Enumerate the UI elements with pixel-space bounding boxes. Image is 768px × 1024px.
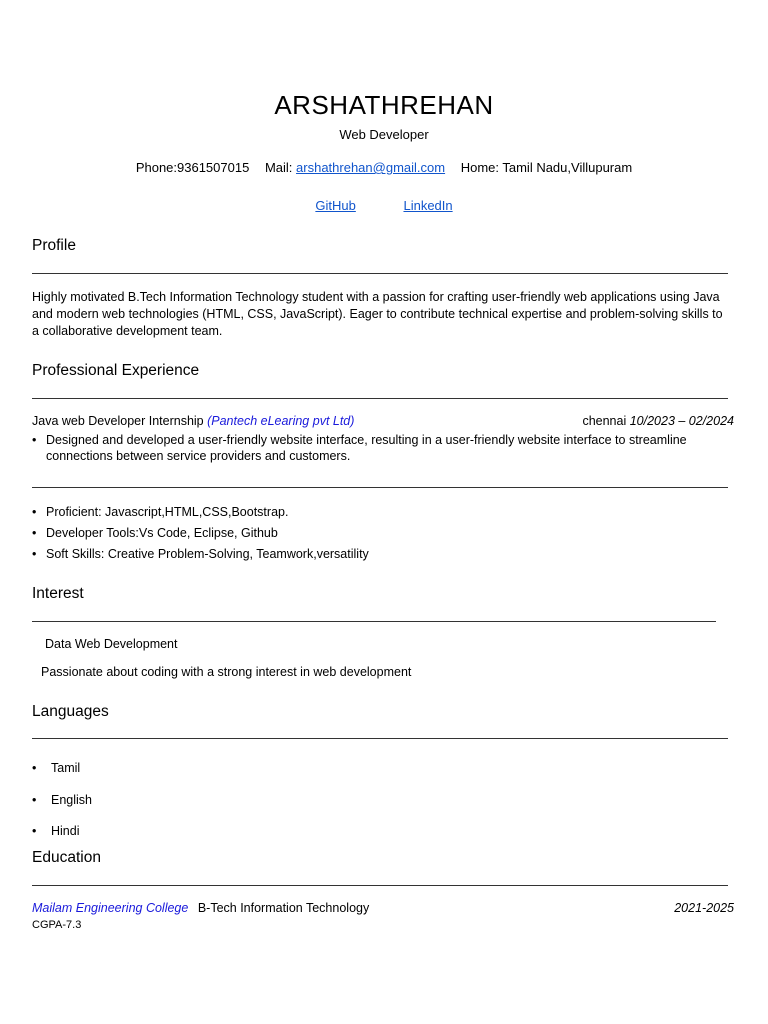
- mail-label: Mail:: [264, 160, 293, 175]
- interest-text: Passionate about coding with a strong interest in web development: [41, 665, 412, 679]
- profile-text: Highly motivated B.Tech Information Technology student with a passion for crafting user-friendly web applications using Java and modern web technologies (HTML, CSS, JavaScript). Eager to contribute technical expertise and problem-solving skills to a collaborative development team.: [32, 290, 723, 338]
- home-text: Home: Tamil Nadu,Villupuram: [460, 160, 633, 175]
- skill-item: • Developer Tools:Vs Code, Eclipse, Github: [32, 523, 369, 544]
- language-item: • English: [32, 785, 92, 817]
- experience-role: Java web Developer Internship: [32, 414, 204, 428]
- profile-divider: [32, 273, 728, 274]
- education-divider: [32, 885, 728, 886]
- experience-divider: [32, 398, 728, 399]
- skills-divider: [32, 487, 728, 488]
- experience-meta: [582, 414, 734, 428]
- education-heading: Education: [32, 849, 101, 866]
- education-degree: B-Tech Information Technology: [197, 901, 370, 915]
- candidate-role: Web Developer: [339, 127, 429, 142]
- experience-bullets: [32, 432, 732, 464]
- profile-links: [0, 198, 768, 213]
- interest-heading: Interest: [32, 585, 84, 602]
- skill-item: • Soft Skills: Creative Problem-Solving, Teamwork,versatility: [32, 544, 369, 565]
- profile-heading: Profile: [32, 237, 76, 254]
- language-item: • Hindi: [32, 816, 92, 848]
- skill-item: • Proficient: Javascript,HTML,CSS,Bootstrap.: [32, 502, 369, 523]
- languages-heading: Languages: [32, 703, 109, 720]
- education-college: Mailam Engineering College: [32, 901, 189, 915]
- experience-heading: Professional Experience: [32, 362, 200, 379]
- languages-divider: [32, 738, 728, 739]
- languages-list: [32, 753, 92, 848]
- linkedin-link[interactable]: LinkedIn: [403, 198, 453, 213]
- contact-line: [0, 160, 768, 175]
- email-link[interactable]: arshathrehan@gmail.com: [296, 160, 446, 175]
- education-cgpa: CGPA-7.3: [32, 919, 82, 931]
- phone-text: Phone:9361507015: [135, 160, 250, 175]
- experience-dates: 10/2023 – 02/2024: [629, 414, 734, 428]
- experience-company: (Pantech eLearing pvt Ltd): [207, 414, 355, 428]
- github-link[interactable]: GitHub: [315, 198, 356, 213]
- experience-title: [32, 414, 354, 428]
- education-years: 2021-2025: [674, 901, 734, 915]
- skills-list: [32, 502, 369, 565]
- interest-divider: [32, 621, 716, 622]
- interest-item: Data Web Development: [45, 637, 178, 651]
- mail-group: [265, 160, 445, 175]
- candidate-name: ARSHATHREHAN: [274, 90, 494, 120]
- education-title: [32, 901, 369, 915]
- experience-bullet: • Designed and developed a user-friendly website interface, resulting in a user-friendly website interface to streamline connections between service providers and customers.: [32, 432, 732, 464]
- language-item: • Tamil: [32, 753, 92, 785]
- experience-location: chennai: [582, 414, 627, 428]
